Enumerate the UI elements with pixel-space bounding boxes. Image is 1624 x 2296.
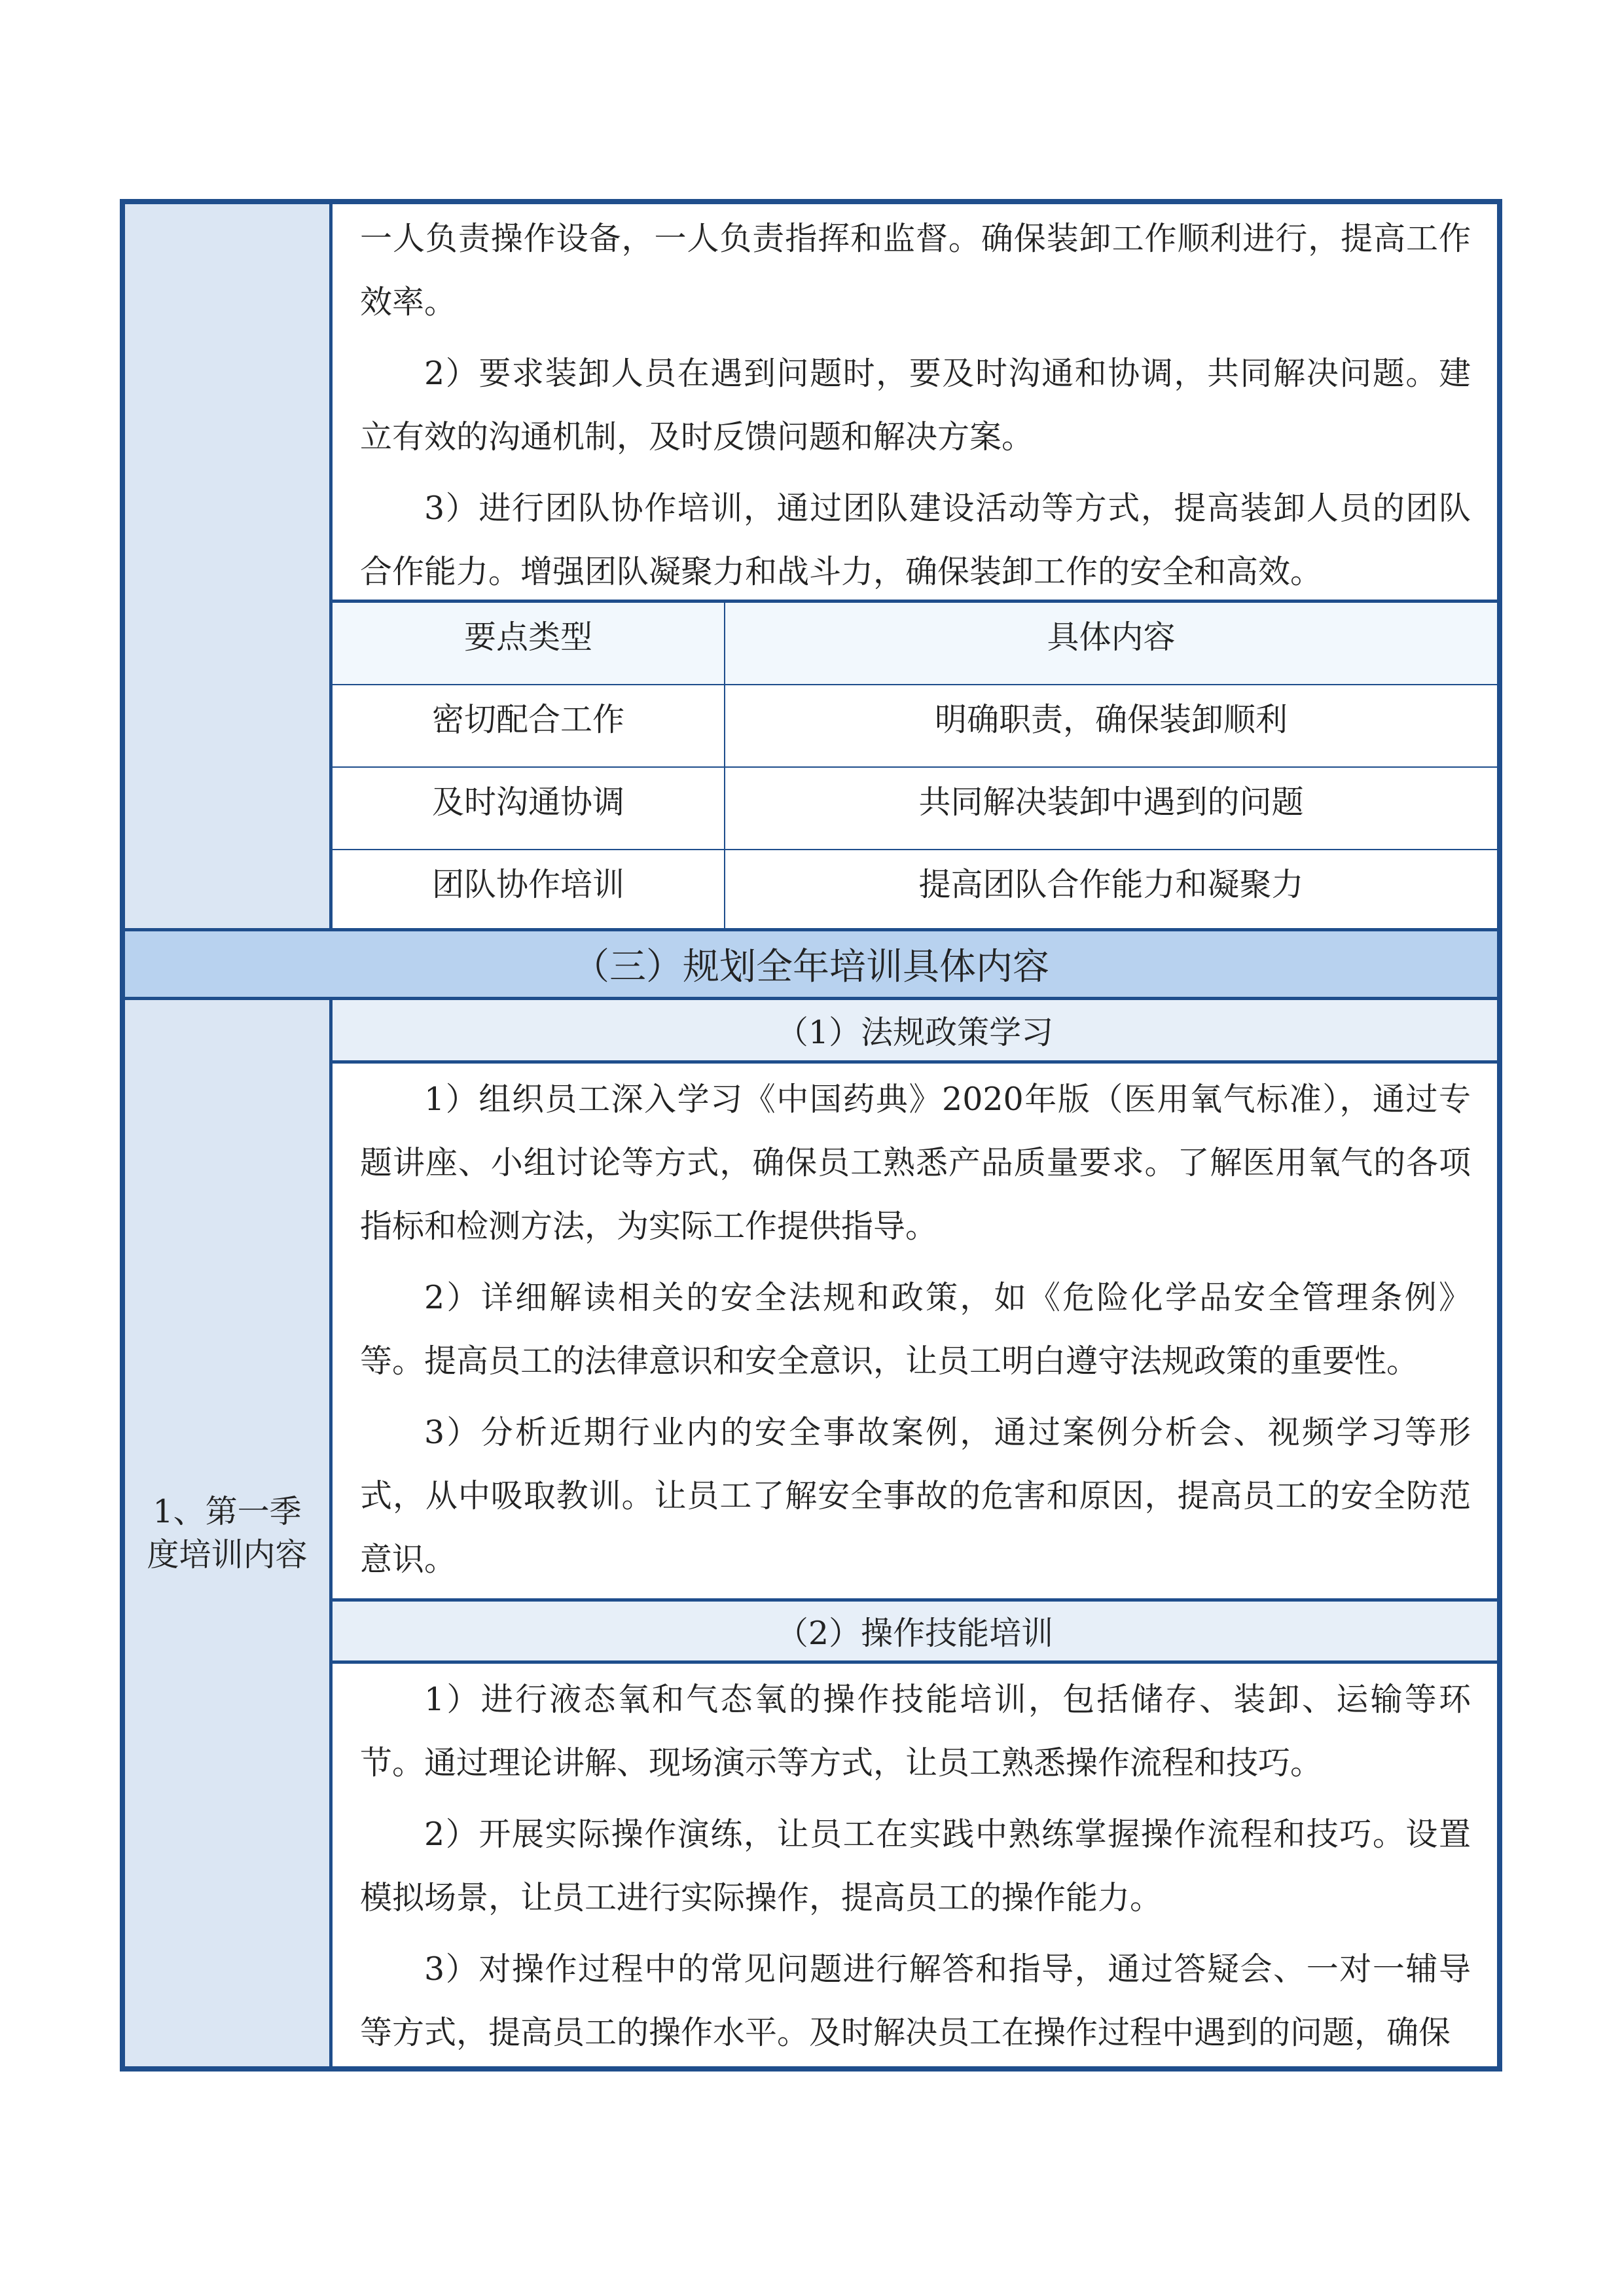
subsection-content bbox=[333, 1064, 1497, 1602]
paragraph: 1）进行液态氧和气态氧的操作技能培训，包括储存、装卸、运输等环节。通过理论讲解、现场演示等方式，让员工熟悉操作流程和技巧。 bbox=[360, 1681, 1471, 1782]
paragraph: 2）要求装卸人员在遇到问题时，要及时沟通和协调，共同解决问题。建立有效的沟通机制，及时反馈问题和解决方案。 bbox=[360, 355, 1471, 456]
quarter-label: 1、第一季度培训内容 bbox=[125, 1000, 333, 2066]
paragraph: 3）分析近期行业内的安全事故案例，通过案例分析会、视频学习等形式，从中吸取教训。让员工了解安全事故的危害和原因，提高员工的安全防范意识。 bbox=[360, 1414, 1471, 1578]
subsection-title: （1）法规政策学习 bbox=[333, 1000, 1497, 1064]
paragraph: 2）开展实际操作演练，让员工在实践中熟练掌握操作流程和技巧。设置模拟场景，让员工进行实际操作，提高员工的操作能力。 bbox=[360, 1816, 1471, 1916]
subsection-title: （2）操作技能培训 bbox=[333, 1598, 1497, 1664]
left-cell-continued bbox=[125, 204, 333, 931]
key-points-table bbox=[333, 600, 1497, 931]
table-row bbox=[333, 768, 1497, 850]
section-title: （三）规划全年培训具体内容 bbox=[125, 928, 1497, 1000]
paragraph: 2）详细解读相关的安全法规和政策，如《危险化学品安全管理条例》等。提高员工的法律意识和安全意识，让员工明白遵守法规政策的重要性。 bbox=[360, 1279, 1471, 1380]
header-content: 具体内容 bbox=[1047, 619, 1176, 656]
key-points-header-row bbox=[333, 603, 1497, 685]
cell-type: 及时沟通协调 bbox=[333, 768, 725, 849]
paragraph: 3）进行团队协作培训，通过团队建设活动等方式，提高装卸人员的团队合作能力。增强团队凝聚力和战斗力，确保装卸工作的安全和高效。 bbox=[360, 490, 1471, 590]
cell-type: 团队协作培训 bbox=[333, 850, 725, 931]
cell-content: 提高团队合作能力和凝聚力 bbox=[918, 866, 1304, 903]
table-row bbox=[333, 850, 1497, 931]
paragraph: 一人负责操作设备，一人负责指挥和监督。确保装卸工作顺利进行，提高工作效率。 bbox=[360, 220, 1471, 321]
header-type: 要点类型 bbox=[333, 603, 725, 684]
cell-content: 共同解决装卸中遇到的问题 bbox=[918, 783, 1304, 821]
paragraph: 3）对操作过程中的常见问题进行解答和指导，通过答疑会、一对一辅导等方式，提高员工的操作水平。及时解决员工在操作过程中遇到的问题，确保 bbox=[360, 1950, 1471, 2051]
paragraph: 1）组织员工深入学习《中国药典》2020年版（医用氧气标准），通过专题讲座、小组讨论等方式，确保员工熟悉产品质量要求。了解医用氧气的各项指标和检测方法，为实际工作提供指导。 bbox=[360, 1081, 1471, 1245]
cell-content: 明确职责，确保装卸顺利 bbox=[934, 701, 1288, 738]
training-plan-table bbox=[120, 199, 1502, 2072]
top-content bbox=[333, 204, 1497, 605]
table-row bbox=[333, 685, 1497, 768]
cell-type: 密切配合工作 bbox=[333, 685, 725, 766]
subsection-content bbox=[333, 1664, 1497, 2066]
